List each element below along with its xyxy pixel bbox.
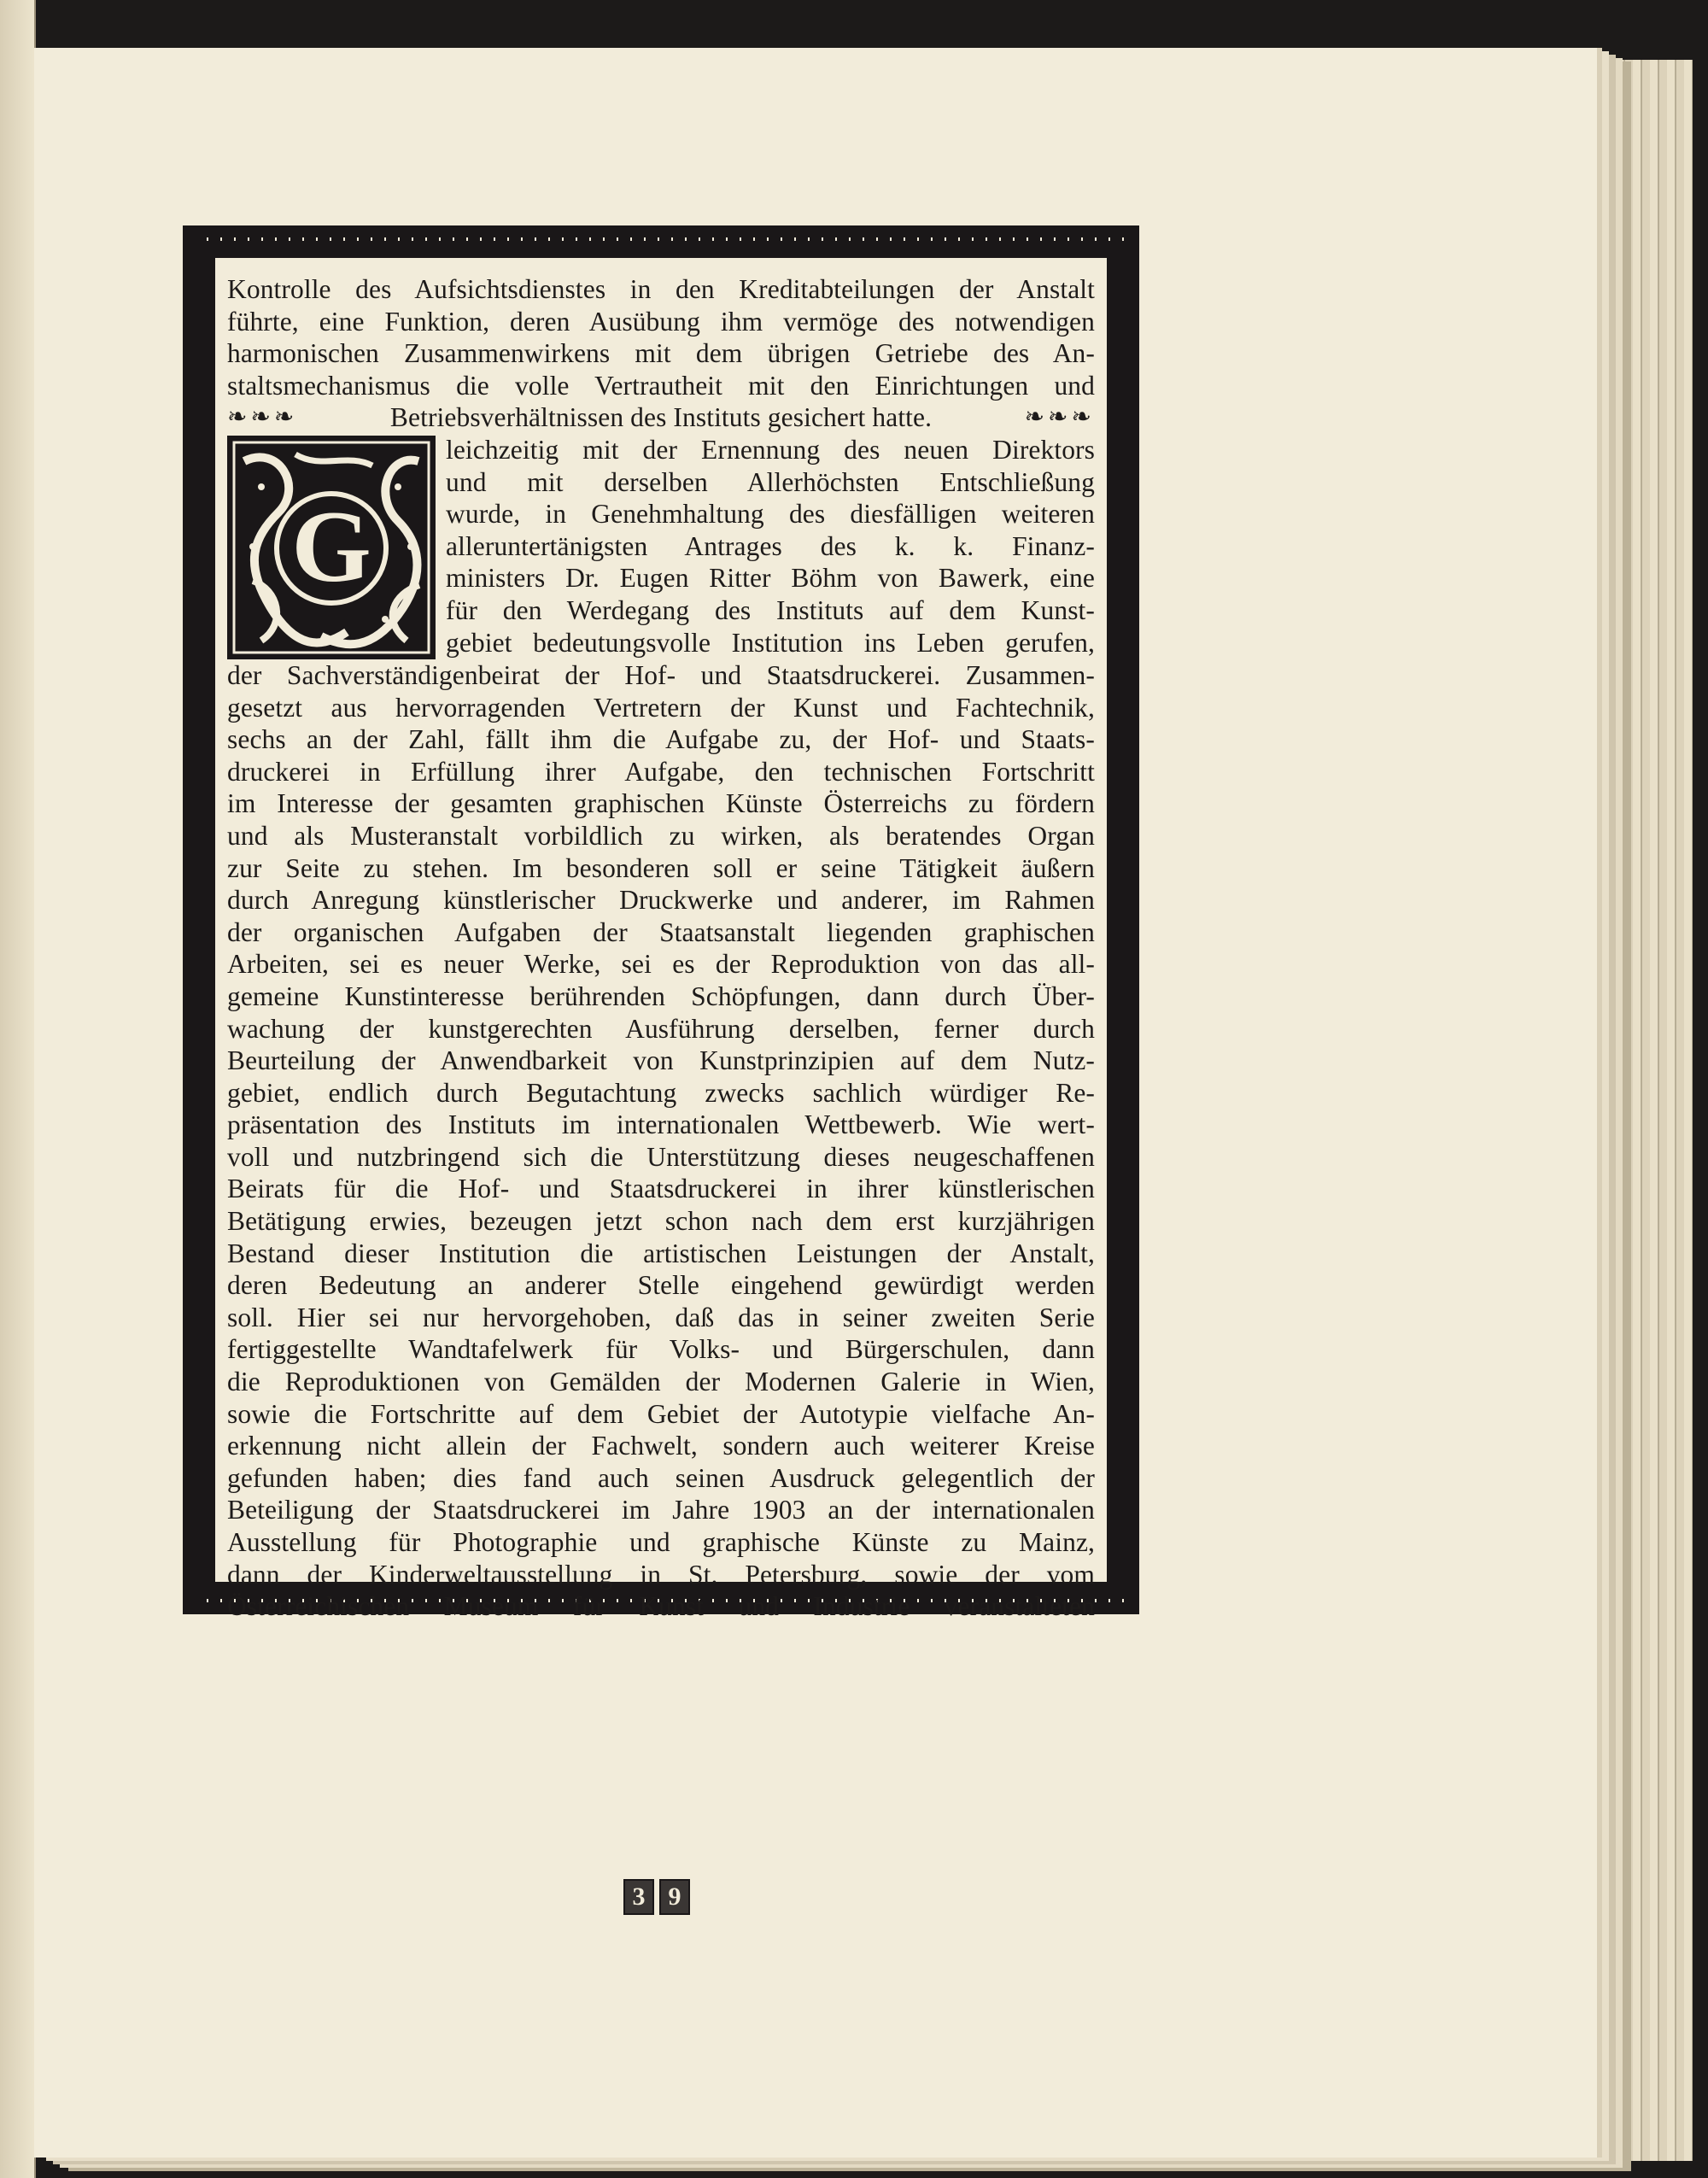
text-line: dann der Kinderweltausstellung in St. Petersburg, sowie der vom xyxy=(227,1559,1095,1590)
text-block xyxy=(215,258,1107,1622)
text-line: für den Werdegang des Instituts auf dem Kunst- xyxy=(446,594,1095,625)
text-line: der Sachverständigenbeirat der Hof- und Staatsdruckerei. Zusammen- xyxy=(227,659,1095,690)
paragraph-body xyxy=(227,659,1095,1623)
text-line: wurde, in Genehmhaltung des diesfälligen weiteren xyxy=(446,499,1095,530)
facing-page-edge xyxy=(0,0,36,2178)
ornament-line xyxy=(227,401,1095,434)
initial-ornament-icon xyxy=(227,436,436,659)
text-line: ministers Dr. Eugen Ritter Böhm von Bawerk, eine xyxy=(446,563,1095,594)
text-line: sowie die Fortschritte auf dem Gebiet der Autotypie vielfache An- xyxy=(227,1398,1095,1429)
text-line: deren Bedeutung an anderer Stelle eingehend gewürdigt werden xyxy=(227,1270,1095,1301)
text-line: leichzeitig mit der Ernennung des neuen Direktors xyxy=(446,434,1095,465)
text-line: und als Musteranstalt vorbildlich zu wirken, als beratendes Organ xyxy=(227,820,1095,851)
page-stack-edge xyxy=(1597,60,1693,2161)
ornament-line-text: Betriebsverhältnissen des Instituts gesichert hatte. xyxy=(389,402,933,433)
text-line: Beirats für die Hof- und Staatsdruckerei in ihrer künstlerischen xyxy=(227,1174,1095,1204)
text-line: Bestand dieser Institution die artistischen Leistungen der Anstalt, xyxy=(227,1238,1095,1268)
text-line: druckerei in Erfüllung ihrer Aufgabe, den technischen Fortschritt xyxy=(227,756,1095,787)
text-line: und mit derselben Allerhöchsten Entschließung xyxy=(446,466,1095,497)
text-line: gefunden haben; dies fand auch seinen Ausdruck gelegentlich der xyxy=(227,1462,1095,1493)
text-line: führte, eine Funktion, deren Ausübung ihm vermöge des notwendigen xyxy=(227,306,1095,337)
text-line: Betätigung erwies, bezeugen jetzt schon nach dem erst kurzjährigen xyxy=(227,1206,1095,1237)
text-line: zur Seite zu stehen. Im besonderen soll er seine Tätigkeit äußern xyxy=(227,852,1095,883)
frame-pattern xyxy=(195,237,1127,1622)
decorative-frame xyxy=(183,225,1139,1622)
text-line: im Interesse der gesamten graphischen Künste Österreichs zu fördern xyxy=(227,788,1095,819)
text-line: gebiet, endlich durch Begutachtung zwecks sachlich würdiger Re- xyxy=(227,1077,1095,1108)
text-line: erkennung nicht allein der Fachwelt, sondern auch weiterer Kreise xyxy=(227,1431,1095,1461)
text-line: gebiet bedeutungsvolle Institution ins Leben gerufen, xyxy=(446,627,1095,658)
text-line: voll und nutzbringend sich die Unterstützung dieses neugeschaffenen xyxy=(227,1141,1095,1172)
text-line: staltsmechanismus die volle Vertrautheit mit den Einrichtungen und xyxy=(227,370,1095,401)
ornament-right-icon: ❧❧❧ xyxy=(1024,404,1095,431)
decorated-initial xyxy=(227,436,436,659)
text-line: durch Anregung künstlerischer Druckwerke und anderer, im Rahmen xyxy=(227,885,1095,916)
text-line: Österreichischen Museum für Kunst und Industrie veranstalteten xyxy=(227,1591,1095,1622)
initial-letter: G xyxy=(291,489,371,603)
text-line: gemeine Kunstinteresse berührenden Schöpfungen, dann durch Über- xyxy=(227,981,1095,1011)
page-number-digit: 9 xyxy=(659,1879,690,1915)
text-line: fertiggestellte Wandtafelwerk für Volks- und Bürgerschulen, dann xyxy=(227,1334,1095,1365)
text-line: präsentation des Instituts im internationalen Wettbewerb. Wie wert- xyxy=(227,1109,1095,1140)
text-line: gesetzt aus hervorragenden Vertretern der Kunst und Fachtechnik, xyxy=(227,692,1095,723)
text-line: Beteiligung der Staatsdruckerei im Jahre 1903 an der internationalen xyxy=(227,1495,1095,1525)
text-line: Arbeiten, sei es neuer Werke, sei es der Reproduktion von das all- xyxy=(227,949,1095,980)
text-line: Ausstellung für Photographie und graphische Künste zu Mainz, xyxy=(227,1527,1095,1557)
text-line: die Reproduktionen von Gemälden der Modernen Galerie in Wien, xyxy=(227,1367,1095,1397)
page-number xyxy=(623,1879,690,1913)
text-line: harmonischen Zusammenwirkens mit dem übrigen Getriebe des An- xyxy=(227,338,1095,369)
ornament-left-icon: ❧❧❧ xyxy=(227,404,298,431)
text-line: der organischen Aufgaben der Staatsanstalt liegenden graphischen xyxy=(227,916,1095,947)
text-line: wachung der kunstgerechten Ausführung derselben, ferner durch xyxy=(227,1013,1095,1044)
text-line: Beurteilung der Anwendbarkeit von Kunstprinzipien auf dem Nutz- xyxy=(227,1045,1095,1076)
frame-border xyxy=(198,241,1124,1622)
page-number-digit: 3 xyxy=(623,1879,654,1915)
text-line: sechs an der Zahl, fällt ihm die Aufgabe zu, der Hof- und Staats- xyxy=(227,724,1095,755)
text-line: soll. Hier sei nur hervorgehoben, daß das in seiner zweiten Serie xyxy=(227,1302,1095,1332)
text-line: Kontrolle des Aufsichtsdienstes in den Kreditabteilungen der Anstalt xyxy=(227,274,1095,304)
text-line: alleruntertänigsten Antrages des k. k. Finanz- xyxy=(446,530,1095,561)
